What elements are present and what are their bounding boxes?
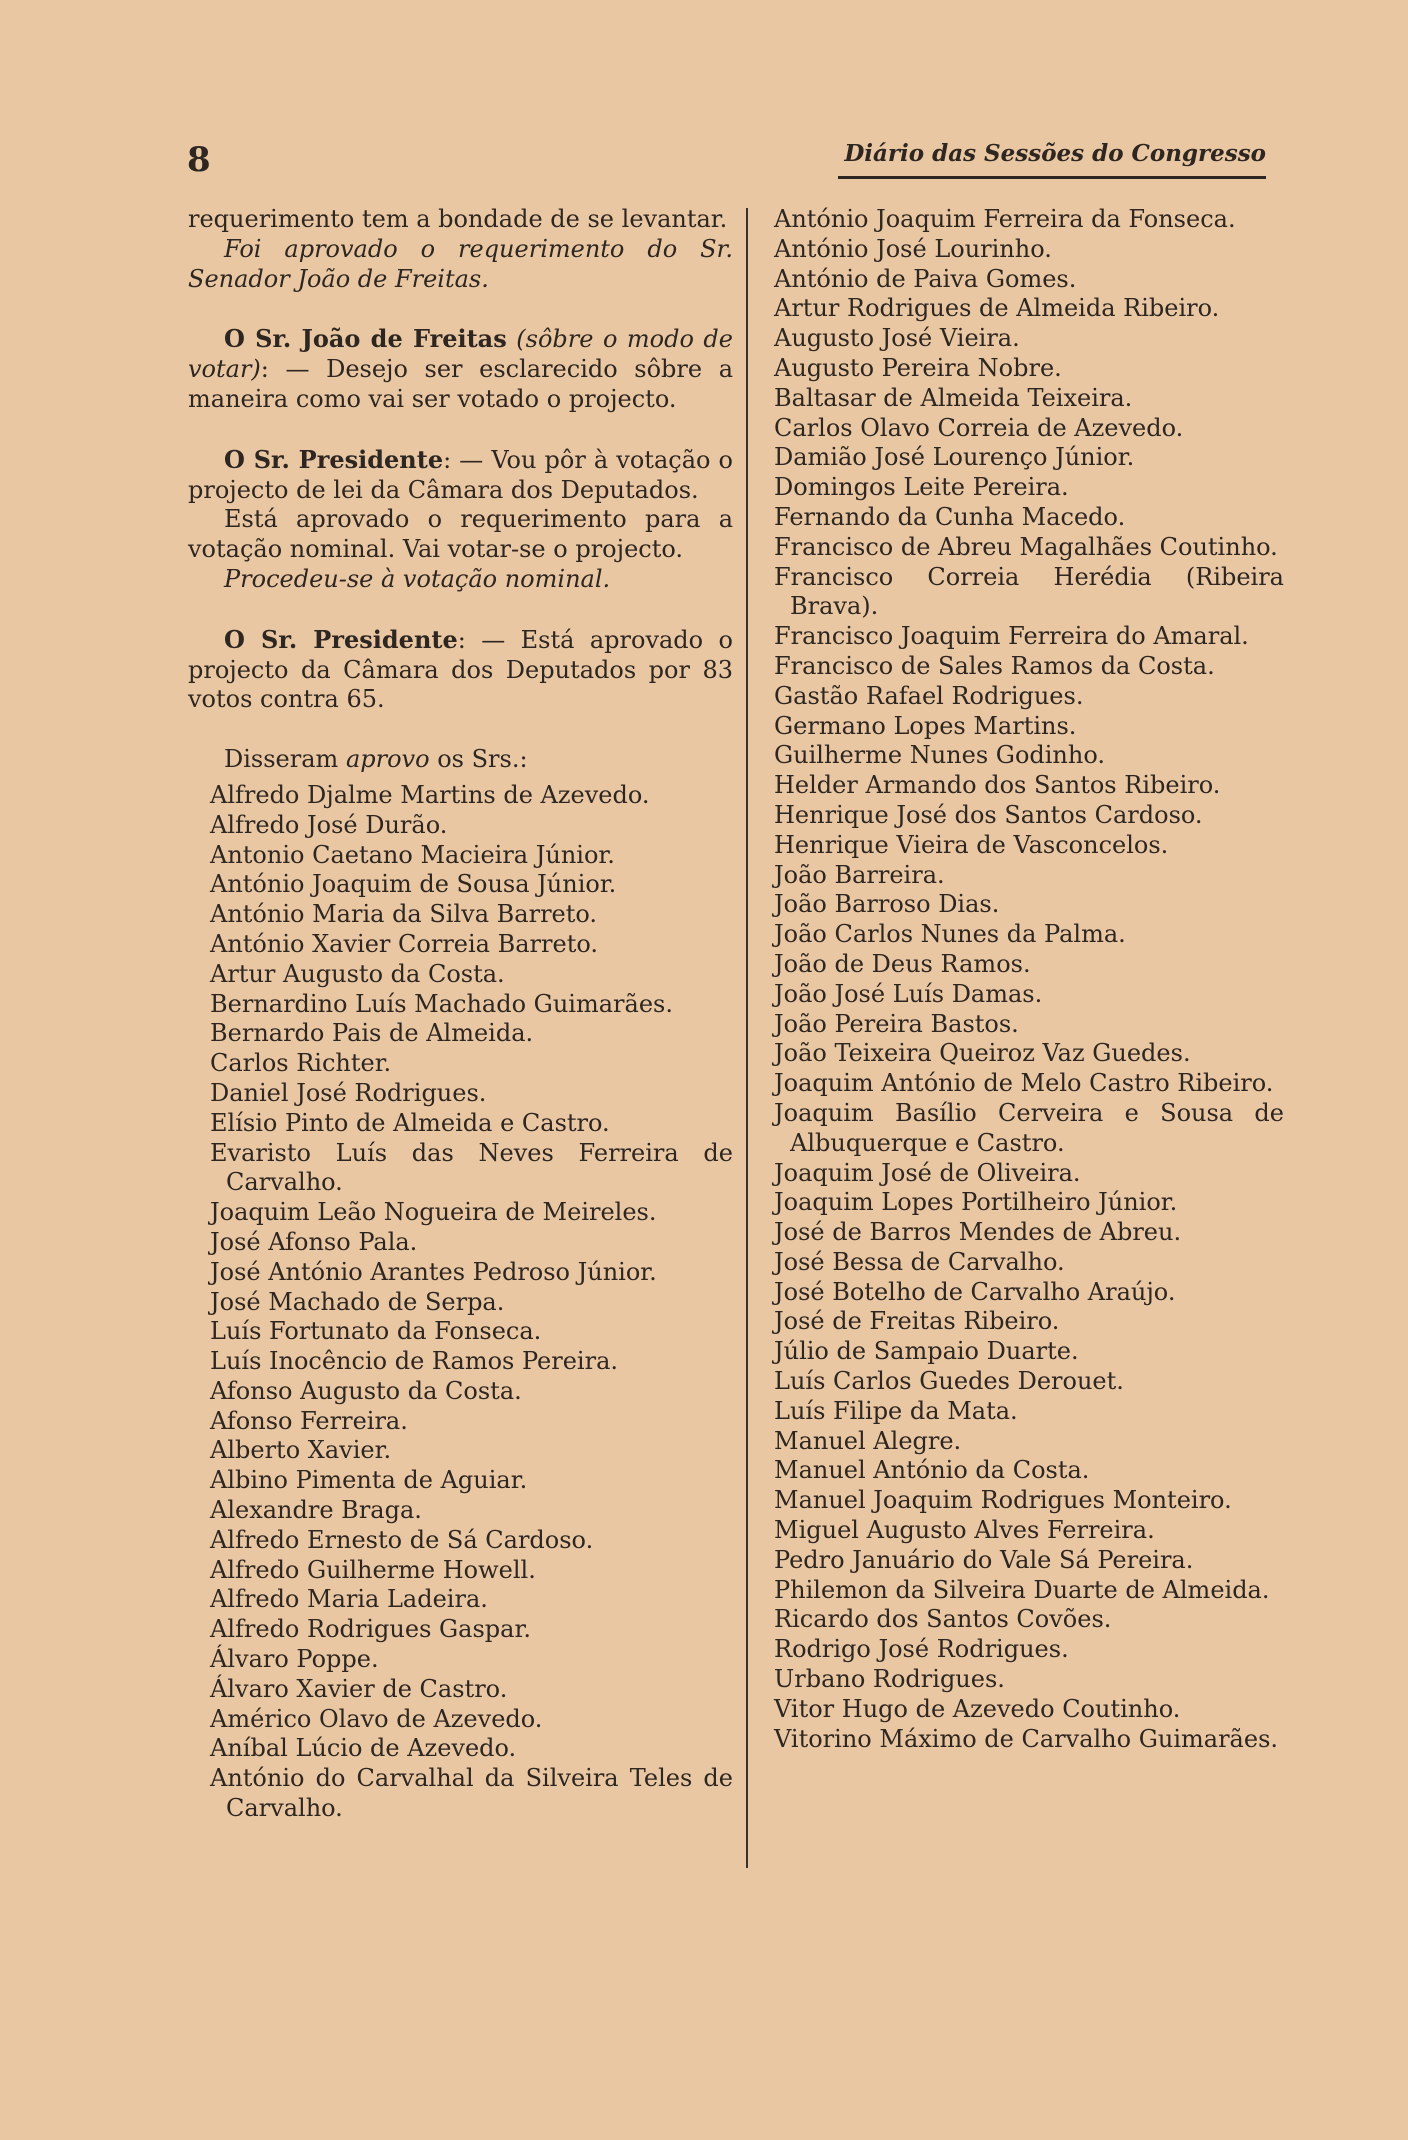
voter-name: Joaquim Lopes Portilheiro Júnior. — [774, 1188, 1178, 1217]
voter-name: Henrique José dos Santos Cardoso. — [774, 800, 1203, 829]
voter-name: António Joaquim de Sousa Júnior. — [210, 870, 617, 899]
voter-name: António Xavier Correia Barreto. — [210, 929, 598, 958]
voter-name: João de Deus Ramos. — [774, 949, 1031, 978]
voter-name: Augusto José Vieira. — [774, 324, 1020, 353]
voter-name: Aníbal Lúcio de Azevedo. — [210, 1734, 517, 1763]
voter-name: Joaquim José de Oliveira. — [774, 1158, 1081, 1187]
voter-name: João Pereira Bastos. — [774, 1009, 1019, 1038]
voter-name: Guilherme Nunes Godinho. — [774, 741, 1105, 770]
voter-list-right — [752, 205, 1284, 1754]
speech-text: : — Desejo ser esclarecido sôbre a maneira como vai ser votado o projecto. — [188, 355, 733, 413]
voter-name: António Maria da Silva Barreto. — [210, 900, 598, 929]
voter-name: Germano Lopes Martins. — [774, 711, 1077, 740]
voter-name: Vitor Hugo de Azevedo Coutinho. — [774, 1694, 1181, 1723]
speech-text: : — Está aprovado o projecto da Câmara dos Deputados por 83 votos contra 65. — [188, 625, 733, 714]
voter-name: Francisco Correia Herédia (Ribeira Brava). — [774, 562, 1284, 621]
paragraph: Está aprovado o requerimento para a votação nominal. Vai votar-se o projecto. — [188, 505, 733, 564]
voter-name: Francisco de Sales Ramos da Costa. — [774, 651, 1215, 680]
voter-name: António Joaquim Ferreira da Fonseca. — [774, 205, 1236, 233]
voter-name: António do Carvalhal da Silveira Teles de Carvalho. — [210, 1764, 733, 1823]
voter-name: Artur Rodrigues de Almeida Ribeiro. — [774, 294, 1220, 323]
voter-name: Fernando da Cunha Macedo. — [774, 502, 1126, 531]
voter-name: José Botelho de Carvalho Araújo. — [774, 1277, 1176, 1306]
voter-name: João José Luís Damas. — [774, 979, 1043, 1008]
voter-name: José de Freitas Ribeiro. — [774, 1307, 1060, 1336]
voter-name: Antonio Caetano Macieira Júnior. — [210, 840, 615, 869]
voter-name: Alfredo José Durão. — [210, 810, 448, 839]
voter-name: Luís Inocêncio de Ramos Pereira. — [210, 1347, 619, 1376]
approval-note: Foi aprovado o requerimento do Sr. Senador João de Freitas. — [188, 234, 733, 293]
voter-name: António José Lourinho. — [774, 234, 1052, 263]
speaker-name: O Sr. João de Freitas — [224, 324, 507, 354]
voter-name: Afonso Ferreira. — [210, 1406, 408, 1435]
voter-name: Damião José Lourenço Júnior. — [774, 443, 1135, 472]
voter-list-left — [188, 781, 733, 1824]
voter-name: José Bessa de Carvalho. — [774, 1247, 1065, 1276]
voter-name: Afonso Augusto da Costa. — [210, 1376, 522, 1405]
voter-name: Ricardo dos Santos Covões. — [774, 1605, 1112, 1634]
voter-name: José Machado de Serpa. — [210, 1287, 505, 1316]
voter-name: Álvaro Poppe. — [210, 1645, 379, 1674]
paragraph-continuation: requerimento tem a bondade de se levantar. — [188, 205, 728, 233]
voter-name: Joaquim António de Melo Castro Ribeiro. — [774, 1069, 1274, 1098]
voter-name: Alfredo Guilherme Howell. — [210, 1555, 536, 1584]
vote-intro — [188, 745, 733, 775]
vote-intro-word: aprovo — [345, 745, 430, 774]
voter-name: José António Arantes Pedroso Júnior. — [210, 1257, 657, 1286]
voter-name: Elísio Pinto de Almeida e Castro. — [210, 1108, 610, 1137]
voter-name: José Afonso Pala. — [210, 1227, 418, 1256]
voter-name: Alfredo Ernesto de Sá Cardoso. — [210, 1525, 594, 1554]
voter-name: João Barreira. — [774, 860, 945, 889]
voter-name: Gastão Rafael Rodrigues. — [774, 681, 1084, 710]
speech-text: : — Vou pôr à votação o projecto de lei da Câmara dos Deputados. — [188, 445, 733, 504]
voter-name: Manuel Alegre. — [774, 1426, 962, 1455]
procedure-note: Procedeu-se à votação nominal. — [224, 564, 611, 593]
voter-name: Albino Pimenta de Aguiar. — [210, 1466, 528, 1495]
running-title: Diário das Sessões do Congresso — [844, 140, 1266, 167]
header-rule — [838, 176, 1266, 179]
voter-name: Alberto Xavier. — [210, 1436, 392, 1465]
left-column — [188, 205, 733, 1824]
voter-name: Francisco Joaquim Ferreira do Amaral. — [774, 622, 1249, 651]
speaker-name: O Sr. Presidente — [224, 444, 444, 474]
voter-name: Augusto Pereira Nobre. — [774, 353, 1062, 382]
voter-name: Alfredo Maria Ladeira. — [210, 1585, 488, 1614]
voter-name: Alexandre Braga. — [210, 1496, 422, 1525]
voter-name: Américo Olavo de Azevedo. — [210, 1704, 543, 1733]
speech-joao-de-freitas — [188, 324, 733, 414]
stage-note: (sôbre o modo de votar) — [188, 325, 733, 384]
voter-name: Bernardino Luís Machado Guimarães. — [210, 989, 673, 1018]
voter-name: Alfredo Rodrigues Gaspar. — [210, 1615, 531, 1644]
speech-presidente-2 — [188, 625, 733, 715]
column-divider — [746, 208, 748, 1868]
voter-name: Philemon da Silveira Duarte de Almeida. — [774, 1575, 1270, 1604]
voter-name: Carlos Olavo Correia de Azevedo. — [774, 413, 1184, 442]
voter-name: João Barroso Dias. — [774, 890, 1000, 919]
voter-name: Evaristo Luís das Neves Ferreira de Carvalho. — [210, 1138, 733, 1197]
voter-name: Henrique Vieira de Vasconcelos. — [774, 830, 1169, 859]
speech-presidente-1 — [188, 445, 733, 506]
voter-name: Pedro Januário do Vale Sá Pereira. — [774, 1545, 1194, 1574]
voter-name: Bernardo Pais de Almeida. — [210, 1019, 534, 1048]
voter-name: Joaquim Leão Nogueira de Meireles. — [210, 1198, 657, 1227]
voter-name: Rodrigo José Rodrigues. — [774, 1635, 1069, 1664]
voter-name: João Teixeira Queiroz Vaz Guedes. — [774, 1039, 1191, 1068]
right-column — [752, 205, 1284, 1754]
voter-name: Manuel Joaquim Rodrigues Monteiro. — [774, 1486, 1232, 1515]
voter-name: Álvaro Xavier de Castro. — [210, 1674, 508, 1703]
voter-name: Francisco de Abreu Magalhães Coutinho. — [774, 532, 1278, 561]
voter-name: Luís Carlos Guedes Derouet. — [774, 1367, 1124, 1396]
voter-name: João Carlos Nunes da Palma. — [774, 920, 1126, 949]
voter-name: Luís Fortunato da Fonseca. — [210, 1317, 542, 1346]
voter-name: Urbano Rodrigues. — [774, 1665, 1005, 1694]
speaker-name: O Sr. Presidente — [224, 624, 458, 654]
voter-name: Helder Armando dos Santos Ribeiro. — [774, 771, 1221, 800]
voter-name: Daniel José Rodrigues. — [210, 1078, 487, 1107]
voter-name: Júlio de Sampaio Duarte. — [774, 1337, 1079, 1366]
voter-name: Miguel Augusto Alves Ferreira. — [774, 1516, 1155, 1545]
voter-name: Artur Augusto da Costa. — [210, 959, 505, 988]
voter-name: Manuel António da Costa. — [774, 1456, 1090, 1485]
voter-name: António de Paiva Gomes. — [774, 264, 1077, 293]
voter-name: Domingos Leite Pereira. — [774, 473, 1069, 502]
voter-name: Carlos Richter. — [210, 1049, 392, 1078]
voter-name: José de Barros Mendes de Abreu. — [774, 1218, 1182, 1247]
vote-intro-text: Disseram — [224, 745, 339, 774]
voter-name: Alfredo Djalme Martins de Azevedo. — [210, 780, 650, 809]
voter-name: Luís Filipe da Mata. — [774, 1396, 1018, 1425]
vote-intro-text: os Srs.: — [437, 745, 528, 774]
page-number: 8 — [187, 140, 211, 180]
voter-name: Baltasar de Almeida Teixeira. — [774, 383, 1133, 412]
voter-name: Joaquim Basílio Cerveira e Sousa de Albuquerque e Castro. — [774, 1098, 1284, 1157]
voter-name: Vitorino Máximo de Carvalho Guimarães. — [774, 1724, 1279, 1753]
